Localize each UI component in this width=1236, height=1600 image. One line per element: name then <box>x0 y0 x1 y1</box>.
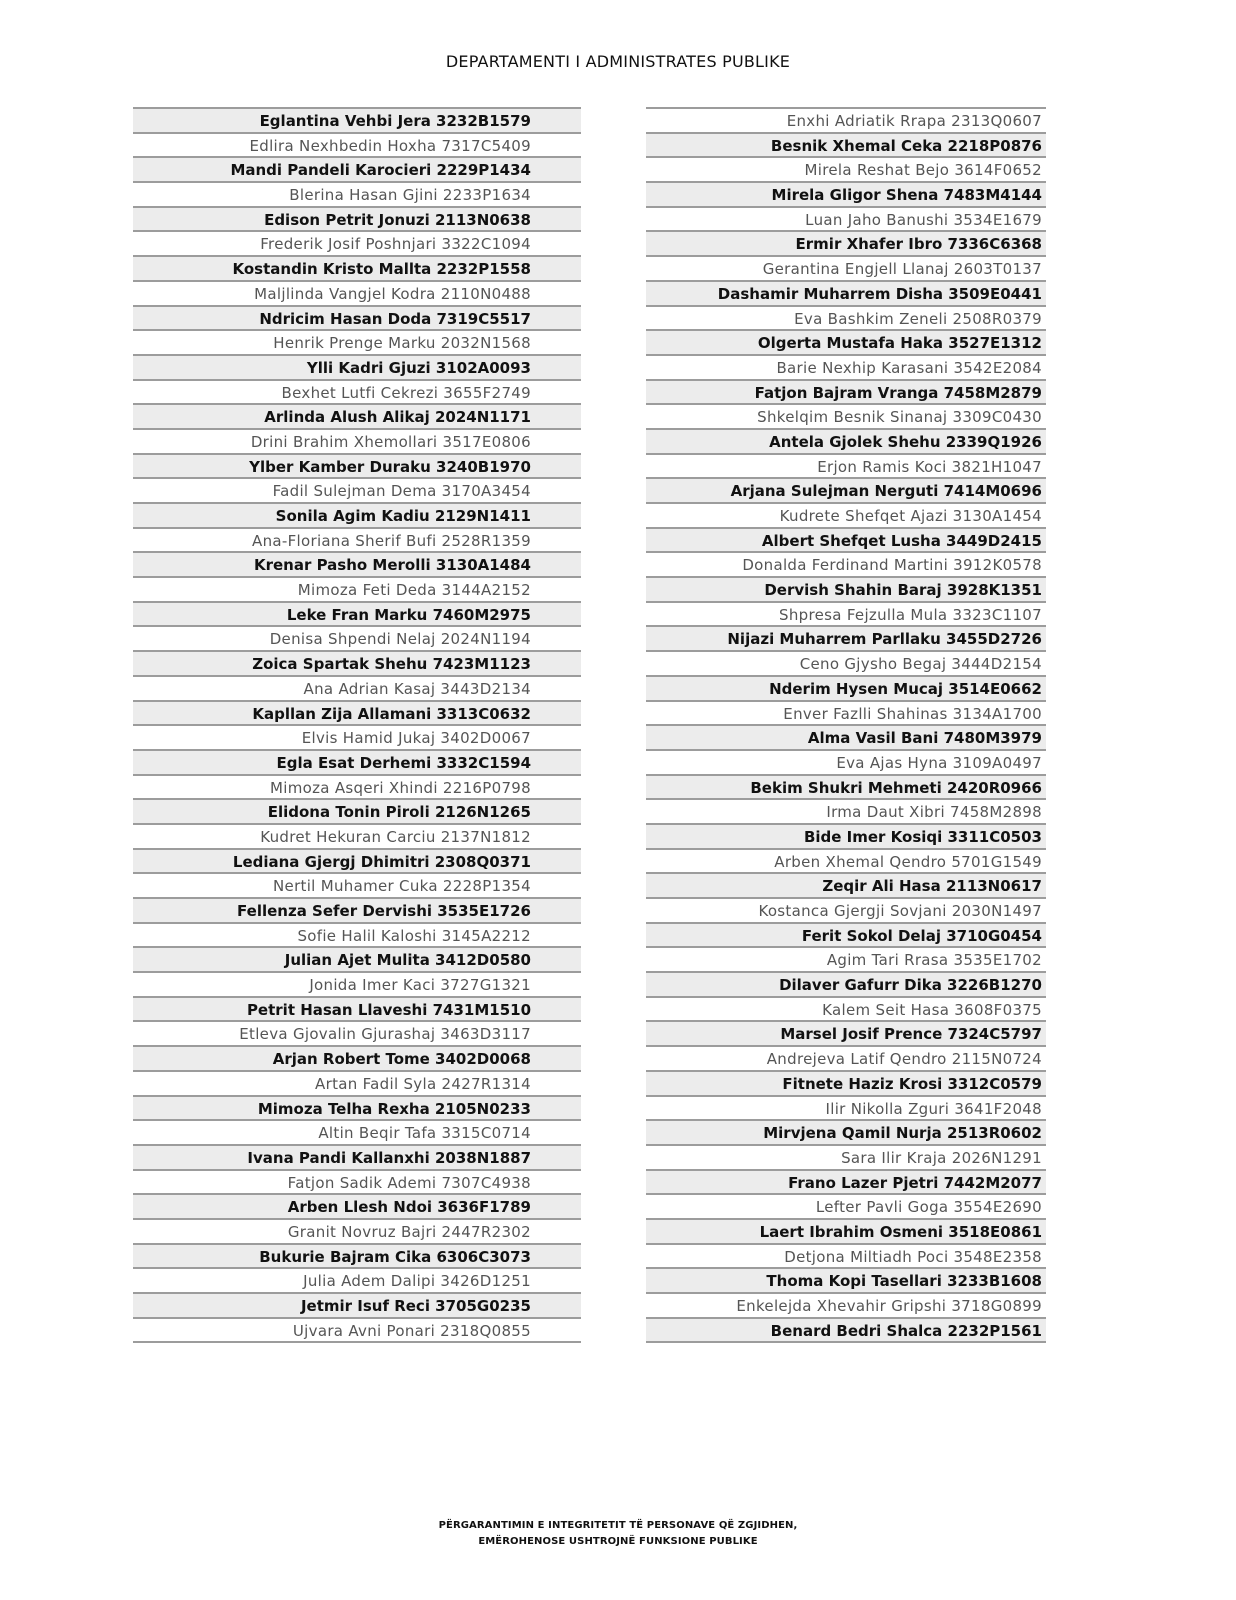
list-item: Arjana Sulejman Nerguti 7414M0696 <box>646 477 1046 502</box>
list-item: Mirvjena Qamil Nurja 2513R0602 <box>646 1119 1046 1144</box>
list-item: Sonila Agim Kadiu 2129N1411 <box>133 502 581 527</box>
right-name-column <box>646 107 1046 1343</box>
list-item: Henrik Prenge Marku 2032N1568 <box>133 329 581 354</box>
list-item: Lefter Pavli Goga 3554E2690 <box>646 1193 1046 1218</box>
list-item: Luan Jaho Banushi 3534E1679 <box>646 206 1046 231</box>
list-item: Barie Nexhip Karasani 3542E2084 <box>646 354 1046 379</box>
list-item: Fitnete Haziz Krosi 3312C0579 <box>646 1070 1046 1095</box>
list-item: Dervish Shahin Baraj 3928K1351 <box>646 576 1046 601</box>
list-item: Edlira Nexhbedin Hoxha 7317C5409 <box>133 132 581 157</box>
list-item: Sofie Halil Kaloshi 3145A2212 <box>133 922 581 947</box>
list-item: Fadil Sulejman Dema 3170A3454 <box>133 477 581 502</box>
list-item: Eva Bashkim Zeneli 2508R0379 <box>646 305 1046 330</box>
footer <box>0 1518 1236 1550</box>
list-item: Fatjon Bajram Vranga 7458M2879 <box>646 379 1046 404</box>
list-item: Alma Vasil Bani 7480M3979 <box>646 724 1046 749</box>
list-item: Fellenza Sefer Dervishi 3535E1726 <box>133 897 581 922</box>
list-item: Kudret Hekuran Carciu 2137N1812 <box>133 823 581 848</box>
list-item: Detjona Miltiadh Poci 3548E2358 <box>646 1243 1046 1268</box>
list-item: Drini Brahim Xhemollari 3517E0806 <box>133 428 581 453</box>
list-item: Ujvara Avni Ponari 2318Q0855 <box>133 1317 581 1342</box>
list-item: Kudrete Shefqet Ajazi 3130A1454 <box>646 502 1046 527</box>
list-item: Ferit Sokol Delaj 3710G0454 <box>646 922 1046 947</box>
list-item: Ana-Floriana Sherif Bufi 2528R1359 <box>133 527 581 552</box>
list-item: Krenar Pasho Merolli 3130A1484 <box>133 551 581 576</box>
list-item: Artan Fadil Syla 2427R1314 <box>133 1070 581 1095</box>
list-item: Julian Ajet Mulita 3412D0580 <box>133 946 581 971</box>
list-item: Blerina Hasan Gjini 2233P1634 <box>133 181 581 206</box>
page-title: DEPARTAMENTI I ADMINISTRATES PUBLIKE <box>445 52 791 71</box>
list-item: Ilir Nikolla Zguri 3641F2048 <box>646 1095 1046 1120</box>
list-item: Mimoza Asqeri Xhindi 2216P0798 <box>133 774 581 799</box>
list-item: Kostanca Gjergji Sovjani 2030N1497 <box>646 897 1046 922</box>
list-item: Jetmir Isuf Reci 3705G0235 <box>133 1292 581 1317</box>
list-item: Nijazi Muharrem Parllaku 3455D2726 <box>646 625 1046 650</box>
list-item: Edison Petrit Jonuzi 2113N0638 <box>133 206 581 231</box>
list-item: Antela Gjolek Shehu 2339Q1926 <box>646 428 1046 453</box>
list-item: Andrejeva Latif Qendro 2115N0724 <box>646 1045 1046 1070</box>
list-item: Ermir Xhafer Ibro 7336C6368 <box>646 230 1046 255</box>
list-item: Egla Esat Derhemi 3332C1594 <box>133 749 581 774</box>
list-item: Elidona Tonin Piroli 2126N1265 <box>133 798 581 823</box>
list-item: Ivana Pandi Kallanxhi 2038N1887 <box>133 1144 581 1169</box>
list-item: Dilaver Gafurr Dika 3226B1270 <box>646 971 1046 996</box>
footer-line-1: PËRGARANTIMIN E INTEGRITETIT TË PERSONAVE QË ZGJIDHEN, <box>438 1520 798 1531</box>
list-item: Thoma Kopi Tasellari 3233B1608 <box>646 1267 1046 1292</box>
list-item: Bexhet Lutfi Cekrezi 3655F2749 <box>133 379 581 404</box>
list-item: Agim Tari Rrasa 3535E1702 <box>646 946 1046 971</box>
list-item: Irma Daut Xibri 7458M2898 <box>646 798 1046 823</box>
list-item: Ylber Kamber Duraku 3240B1970 <box>133 453 581 478</box>
left-name-column <box>133 107 581 1343</box>
list-item: Ceno Gjysho Begaj 3444D2154 <box>646 650 1046 675</box>
list-item: Denisa Shpendi Nelaj 2024N1194 <box>133 625 581 650</box>
list-item: Shkelqim Besnik Sinanaj 3309C0430 <box>646 403 1046 428</box>
list-item: Arben Llesh Ndoi 3636F1789 <box>133 1193 581 1218</box>
list-item: Etleva Gjovalin Gjurashaj 3463D3117 <box>133 1020 581 1045</box>
list-item: Zeqir Ali Hasa 2113N0617 <box>646 872 1046 897</box>
list-item: Enxhi Adriatik Rrapa 2313Q0607 <box>646 107 1046 132</box>
list-item: Sara Ilir Kraja 2026N1291 <box>646 1144 1046 1169</box>
list-item: Eglantina Vehbi Jera 3232B1579 <box>133 107 581 132</box>
list-item: Marsel Josif Prence 7324C5797 <box>646 1020 1046 1045</box>
list-item: Granit Novruz Bajri 2447R2302 <box>133 1218 581 1243</box>
list-item: Ana Adrian Kasaj 3443D2134 <box>133 675 581 700</box>
list-item: Fatjon Sadik Ademi 7307C4938 <box>133 1169 581 1194</box>
list-item: Gerantina Engjell Llanaj 2603T0137 <box>646 255 1046 280</box>
list-item: Jonida Imer Kaci 3727G1321 <box>133 971 581 996</box>
list-item: Frano Lazer Pjetri 7442M2077 <box>646 1169 1046 1194</box>
list-item: Mimoza Feti Deda 3144A2152 <box>133 576 581 601</box>
list-item: Kapllan Zija Allamani 3313C0632 <box>133 700 581 725</box>
list-item: Mimoza Telha Rexha 2105N0233 <box>133 1095 581 1120</box>
list-item: Elvis Hamid Jukaj 3402D0067 <box>133 724 581 749</box>
list-item: Ylli Kadri Gjuzi 3102A0093 <box>133 354 581 379</box>
list-item: Bide Imer Kosiqi 3311C0503 <box>646 823 1046 848</box>
list-item: Mirela Gligor Shena 7483M4144 <box>646 181 1046 206</box>
list-item: Benard Bedri Shalca 2232P1561 <box>646 1317 1046 1342</box>
list-item: Arben Xhemal Qendro 5701G1549 <box>646 848 1046 873</box>
list-item: Julia Adem Dalipi 3426D1251 <box>133 1267 581 1292</box>
list-item: Arjan Robert Tome 3402D0068 <box>133 1045 581 1070</box>
list-item: Nderim Hysen Mucaj 3514E0662 <box>646 675 1046 700</box>
list-item: Zoica Spartak Shehu 7423M1123 <box>133 650 581 675</box>
list-item: Kostandin Kristo Mallta 2232P1558 <box>133 255 581 280</box>
list-item: Olgerta Mustafa Haka 3527E1312 <box>646 329 1046 354</box>
list-item: Erjon Ramis Koci 3821H1047 <box>646 453 1046 478</box>
list-item: Arlinda Alush Alikaj 2024N1171 <box>133 403 581 428</box>
list-item: Enkelejda Xhevahir Gripshi 3718G0899 <box>646 1292 1046 1317</box>
list-item: Leke Fran Marku 7460M2975 <box>133 601 581 626</box>
list-item: Laert Ibrahim Osmeni 3518E0861 <box>646 1218 1046 1243</box>
list-item: Shpresa Fejzulla Mula 3323C1107 <box>646 601 1046 626</box>
list-item: Enver Fazlli Shahinas 3134A1700 <box>646 700 1046 725</box>
list-item: Bukurie Bajram Cika 6306C3073 <box>133 1243 581 1268</box>
footer-line-2: EMËROHENOSE USHTROJNË FUNKSIONE PUBLIKE <box>478 1536 758 1547</box>
list-item: Ndricim Hasan Doda 7319C5517 <box>133 305 581 330</box>
list-item: Nertil Muhamer Cuka 2228P1354 <box>133 872 581 897</box>
list-item: Frederik Josif Poshnjari 3322C1094 <box>133 230 581 255</box>
list-item: Albert Shefqet Lusha 3449D2415 <box>646 527 1046 552</box>
list-item: Bekim Shukri Mehmeti 2420R0966 <box>646 774 1046 799</box>
list-item: Petrit Hasan Llaveshi 7431M1510 <box>133 996 581 1021</box>
list-item: Donalda Ferdinand Martini 3912K0578 <box>646 551 1046 576</box>
list-item: Kalem Seit Hasa 3608F0375 <box>646 996 1046 1021</box>
list-item: Mandi Pandeli Karocieri 2229P1434 <box>133 156 581 181</box>
list-item: Altin Beqir Tafa 3315C0714 <box>133 1119 581 1144</box>
list-item: Lediana Gjergj Dhimitri 2308Q0371 <box>133 848 581 873</box>
list-item: Maljlinda Vangjel Kodra 2110N0488 <box>133 280 581 305</box>
list-item: Mirela Reshat Bejo 3614F0652 <box>646 156 1046 181</box>
list-item: Besnik Xhemal Ceka 2218P0876 <box>646 132 1046 157</box>
list-item: Eva Ajas Hyna 3109A0497 <box>646 749 1046 774</box>
list-item: Dashamir Muharrem Disha 3509E0441 <box>646 280 1046 305</box>
